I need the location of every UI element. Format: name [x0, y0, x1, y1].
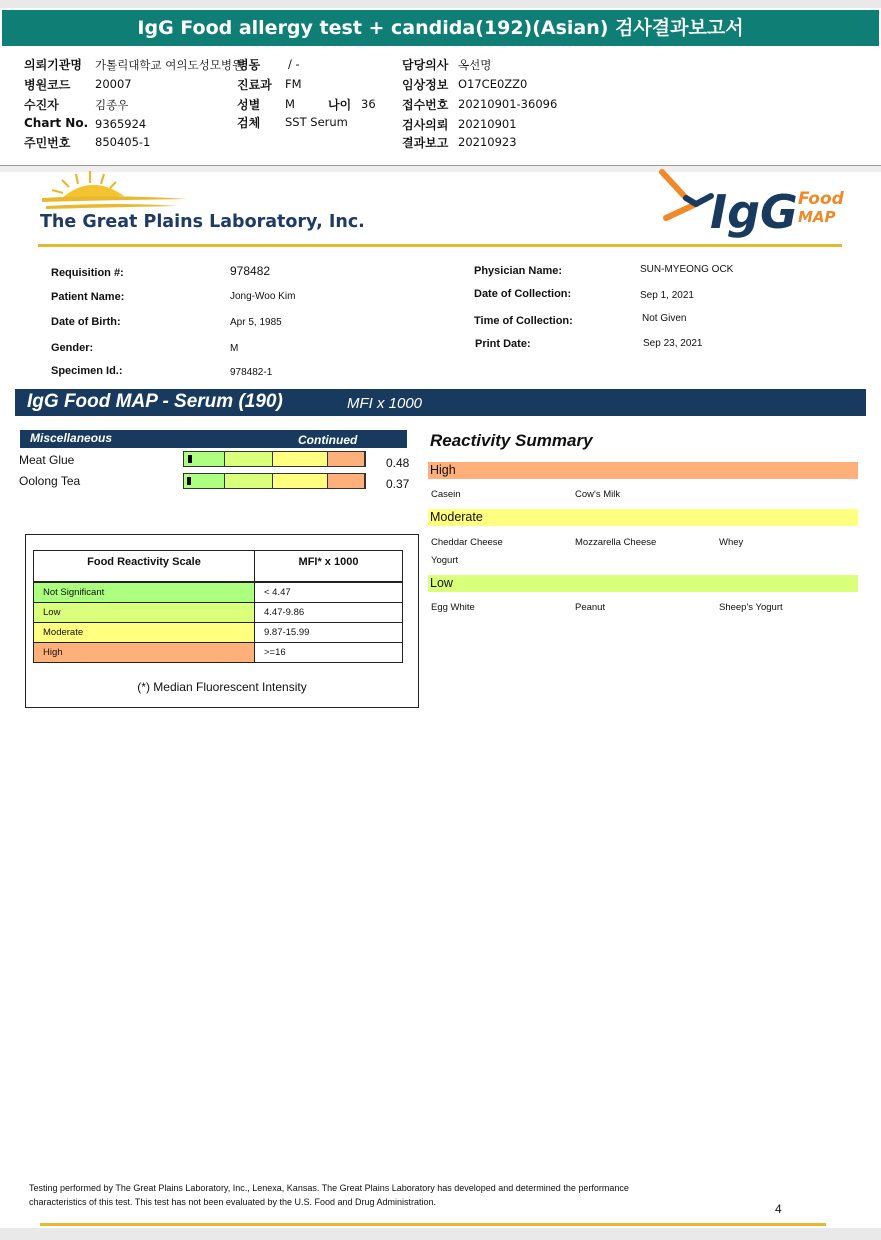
ward-label: 병동: [237, 58, 261, 72]
category-continued: Continued: [298, 433, 358, 447]
summary-band-high: High: [428, 462, 858, 479]
gauge-segment-moderate: [273, 452, 328, 466]
igg-text: IgG: [710, 185, 798, 239]
hospital-code-value: 20007: [95, 77, 132, 91]
clinical-label: 임상정보: [402, 78, 449, 92]
result-label: 결과보고: [402, 136, 449, 150]
scale-range-low: 4.47-9.86: [254, 602, 403, 623]
sex-value: M: [285, 97, 295, 111]
section-header: [15, 389, 866, 416]
result-value: 20210923: [458, 135, 517, 149]
food-text: Food: [798, 189, 844, 209]
gauge-segment-high: [328, 474, 365, 488]
page-number: 4: [775, 1202, 782, 1216]
summary-band-low: Low: [428, 575, 858, 592]
gender-value: M: [230, 343, 239, 354]
gender-label: Gender:: [51, 342, 94, 354]
scale-label-moderate: Moderate: [33, 622, 255, 643]
gauge-segment-high: [328, 452, 365, 466]
gauge-segment-low: [225, 452, 273, 466]
bottom-strip: [0, 1228, 881, 1240]
food-value-meat-glue: 0.48: [386, 456, 410, 470]
summary-title: Reactivity Summary: [430, 431, 593, 450]
category-header: [20, 430, 407, 448]
scale-label-high: High: [33, 642, 255, 663]
physician-label: Physician Name:: [474, 265, 563, 277]
category-title: Miscellaneous: [30, 431, 113, 445]
lab-name: The Great Plains Laboratory, Inc.: [40, 212, 365, 232]
igg-food-map-logo-icon: [656, 168, 856, 242]
summary-item: Cheddar Cheese: [431, 537, 503, 548]
gauge-segment-low: [225, 474, 273, 488]
hospital-code-label: 병원코드: [24, 78, 71, 92]
footer-disclaimer: [29, 1181, 769, 1209]
footer-line-2: characteristics of this test. This test has not been evaluated by the U.S. Food and Drug Administration.: [29, 1197, 437, 1207]
scale-label-low: Low: [33, 602, 255, 623]
specimen-kr-value: SST Serum: [285, 115, 348, 129]
patient-label: 수진자: [24, 98, 59, 112]
patient-name-label: Patient Name:: [51, 291, 125, 303]
patient-value: 김종우: [95, 98, 129, 112]
gauge-segment-moderate: [273, 474, 328, 488]
top-strip: [0, 0, 881, 8]
gauge-marker: [187, 477, 191, 485]
header-info: [0, 46, 881, 166]
section-title: IgG Food MAP - Serum (190): [27, 391, 283, 412]
summary-item: Peanut: [575, 602, 606, 613]
summary-item: Whey: [719, 537, 744, 548]
summary-item: Mozzarella Cheese: [575, 537, 657, 548]
scale-range-moderate: 9.87-15.99: [254, 622, 403, 643]
receipt-label: 접수번호: [402, 98, 449, 112]
print-date-value: Sep 23, 2021: [643, 338, 703, 349]
specimen-kr-label: 검체: [237, 116, 261, 130]
collection-time-label: Time of Collection:: [474, 315, 573, 327]
footer-line-1: Testing performed by The Great Plains Laboratory, Inc., Lenexa, Kansas. The Great Plains Laboratory has developed and determined the performance: [29, 1183, 629, 1193]
reactivity-scale-box: [25, 534, 419, 708]
chart-value: 9365924: [95, 117, 147, 131]
request-value: 20210901: [458, 117, 517, 131]
age-label: 나이: [328, 98, 352, 112]
scale-range-not-significant: < 4.47: [254, 582, 403, 603]
summary-item: Sheep's Yogurt: [719, 602, 783, 613]
scale-head-right: MFI* x 1000: [254, 550, 403, 582]
collection-date-value: Sep 1, 2021: [640, 290, 694, 301]
requisition-label: Requisition #:: [51, 267, 124, 279]
request-label: 검사의뢰: [402, 118, 449, 132]
scale-range-high: >=16: [254, 642, 403, 663]
specimen-id-value: 978482-1: [230, 367, 273, 378]
summary-item: Egg White: [431, 602, 475, 613]
collection-date-label: Date of Collection:: [474, 288, 572, 300]
clinical-value: O17CE0ZZ0: [458, 77, 528, 91]
requisition-value: 978482: [230, 264, 271, 278]
dob-value: Apr 5, 1985: [230, 317, 282, 328]
gauge-meat-glue: [183, 451, 366, 467]
receipt-value: 20210901-36096: [458, 97, 558, 111]
dept-label: 진료과: [237, 78, 272, 92]
food-name-meat-glue: Meat Glue: [19, 453, 75, 467]
dept-value: FM: [285, 77, 302, 91]
patient-name-value: Jong-Woo Kim: [230, 291, 296, 302]
sex-label: 성별: [237, 98, 261, 112]
summary-item: Yogurt: [431, 555, 459, 566]
food-value-oolong-tea: 0.37: [386, 477, 410, 491]
scale-head-left: Food Reactivity Scale: [33, 550, 255, 582]
scale-footnote: (*) Median Fluorescent Intensity: [137, 680, 307, 694]
food-name-oolong-tea: Oolong Tea: [19, 474, 81, 488]
header-divider: [38, 244, 842, 247]
summary-item: Cow's Milk: [575, 489, 621, 500]
resident-label: 주민번호: [24, 136, 71, 150]
doctor-label: 담당의사: [402, 58, 449, 72]
summary-item: Casein: [431, 489, 461, 500]
summary-band-moderate: Moderate: [428, 509, 858, 526]
print-date-label: Print Date:: [475, 338, 531, 350]
map-text: MAP: [798, 208, 836, 226]
chart-label: Chart No.: [24, 116, 89, 130]
age-value: 36: [361, 97, 376, 111]
physician-value: SUN-MYEONG OCK: [640, 264, 734, 275]
section-unit: MFI x 1000: [347, 395, 423, 412]
scale-label-not-significant: Not Significant: [33, 582, 255, 603]
doctor-value: 옥선명: [458, 58, 492, 72]
institution-label: 의뢰기관명: [24, 58, 82, 72]
specimen-id-label: Specimen Id.:: [51, 365, 123, 377]
dob-label: Date of Birth:: [51, 316, 121, 328]
resident-value: 850405-1: [95, 135, 151, 149]
collection-time-value: Not Given: [642, 313, 687, 324]
footer-divider: [40, 1223, 826, 1226]
report-title: IgG Food allergy test + candida(192)(Asian) 검사결과보고서: [2, 10, 879, 46]
gauge-oolong-tea: [183, 473, 366, 489]
gauge-marker: [188, 455, 192, 463]
ward-value: / -: [288, 57, 300, 71]
institution-value: 가톨릭대학교 여의도성모병원: [95, 58, 244, 72]
